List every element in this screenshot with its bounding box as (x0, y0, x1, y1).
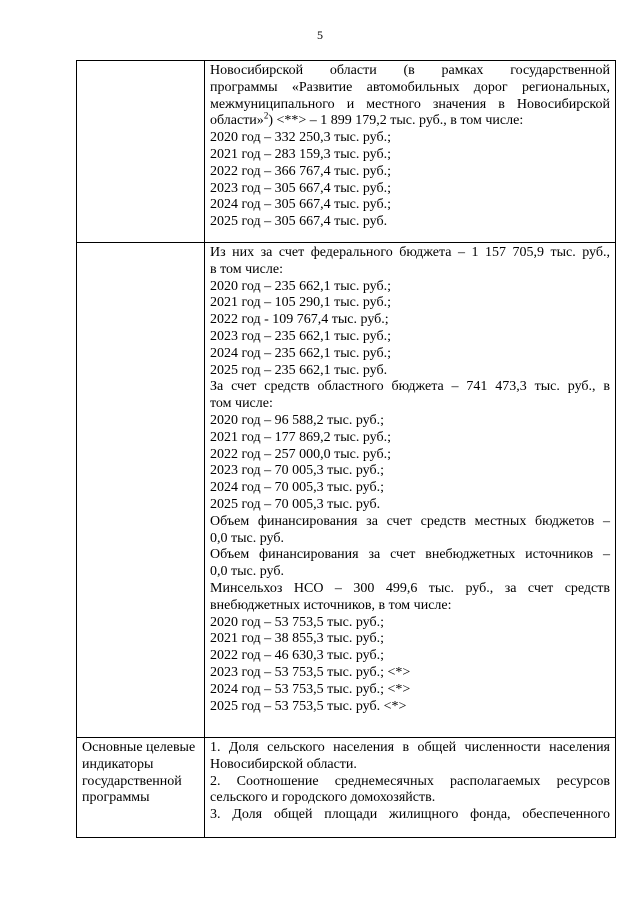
year-line: 2025 год – 235 662,1 тыс. руб. (210, 362, 388, 378)
year-line: 2024 год – 235 662,1 тыс. руб.; (210, 345, 391, 361)
year-line: 2020 год – 96 588,2 тыс. руб.; (210, 412, 384, 428)
text-line (210, 110, 610, 130)
indicator-line: 3. Доля общей площади жилищного фонда, обеспеченного (210, 807, 610, 823)
text-line: внебюджетных источников, в том числе: (210, 597, 452, 613)
text-line: Объем финансирования за счет внебюджетных источников – (210, 547, 610, 563)
text-line: Из них за счет федерального бюджета – 1 157 705,9 тыс. руб., (210, 245, 610, 260)
text-line: программы «Развитие автомобильных дорог региональных, (210, 79, 610, 95)
year-line: 2021 год – 177 869,2 тыс. руб.; (210, 429, 391, 445)
text-line: в том числе: (210, 261, 283, 277)
table-row (77, 61, 616, 243)
year-line: 2022 год - 109 767,4 тыс. руб.; (210, 312, 389, 328)
year-line: 2021 год – 38 855,3 тыс. руб.; (210, 631, 384, 647)
text-fragment: области» (210, 113, 264, 129)
indicator-line: Новосибирской области. (210, 756, 357, 772)
label-line: программы (82, 790, 150, 806)
text-line: 0,0 тыс. руб. (210, 564, 284, 580)
year-line: 2023 год – 235 662,1 тыс. руб.; (210, 328, 391, 344)
year-line: 2024 год – 53 753,5 тыс. руб.; <*> (210, 681, 411, 697)
text-line: Минсельхоз НСО – 300 499,6 тыс. руб., за счет средств (210, 580, 610, 596)
year-line: 2023 год – 70 005,3 тыс. руб.; (210, 463, 384, 479)
year-line: 2020 год – 53 753,5 тыс. руб.; (210, 614, 384, 630)
text-line: Новосибирской области (в рамках государственной (210, 63, 610, 78)
year-line: 2023 год – 53 753,5 тыс. руб.; <*> (210, 664, 411, 680)
label-line: государственной (82, 773, 182, 789)
text-line: 0,0 тыс. руб. (210, 530, 284, 546)
funding-sources-cell (205, 243, 616, 738)
year-line: 2022 год – 366 767,4 тыс. руб.; (210, 163, 391, 179)
table-row (77, 243, 616, 738)
page-number: 5 (317, 28, 323, 42)
text-fragment: ) <**> – 1 899 179,2 тыс. руб., в том числе: (268, 113, 524, 129)
year-line: 2024 год – 70 005,3 тыс. руб.; (210, 480, 384, 496)
year-line: 2022 год – 46 630,3 тыс. руб.; (210, 648, 384, 664)
text-line: За счет средств областного бюджета – 741 473,3 тыс. руб., в (210, 379, 610, 395)
table-row (77, 738, 616, 838)
indicator-line: 2. Соотношение среднемесячных располагаемых ресурсов (210, 773, 610, 789)
label-line: индикаторы (82, 756, 154, 772)
label-line: Основные целевые (82, 740, 196, 755)
program-passport-table (76, 60, 616, 838)
year-line: 2023 год – 305 667,4 тыс. руб.; (210, 180, 391, 196)
year-line: 2020 год – 332 250,3 тыс. руб.; (210, 130, 391, 146)
indicator-line: сельского и городского домохозяйств. (210, 790, 436, 806)
year-line: 2025 год – 305 667,4 тыс. руб. (210, 214, 388, 230)
indicator-line: 1. Доля сельского населения в общей численности населения (210, 740, 610, 755)
footnote-marker: 2 (263, 110, 269, 121)
year-line: 2020 год – 235 662,1 тыс. руб.; (210, 278, 391, 294)
year-line: 2024 год – 305 667,4 тыс. руб.; (210, 197, 391, 213)
indicators-list-cell (205, 738, 616, 838)
text-line: Объем финансирования за счет средств местных бюджетов – (210, 513, 610, 529)
row-label-cell (77, 243, 205, 738)
road-program-funding-cell (205, 61, 616, 243)
year-line: 2025 год – 53 753,5 тыс. руб. <*> (210, 698, 407, 714)
row-label-cell (77, 61, 205, 243)
year-line: 2021 год – 283 159,3 тыс. руб.; (210, 146, 391, 162)
year-line: 2025 год – 70 005,3 тыс. руб. (210, 496, 381, 512)
year-line: 2021 год – 105 290,1 тыс. руб.; (210, 295, 391, 311)
text-line: том числе: (210, 396, 273, 412)
indicators-label-cell (77, 738, 205, 838)
text-line: межмуниципального и местного значения в Новосибирской (210, 96, 610, 112)
year-line: 2022 год – 257 000,0 тыс. руб.; (210, 446, 391, 462)
